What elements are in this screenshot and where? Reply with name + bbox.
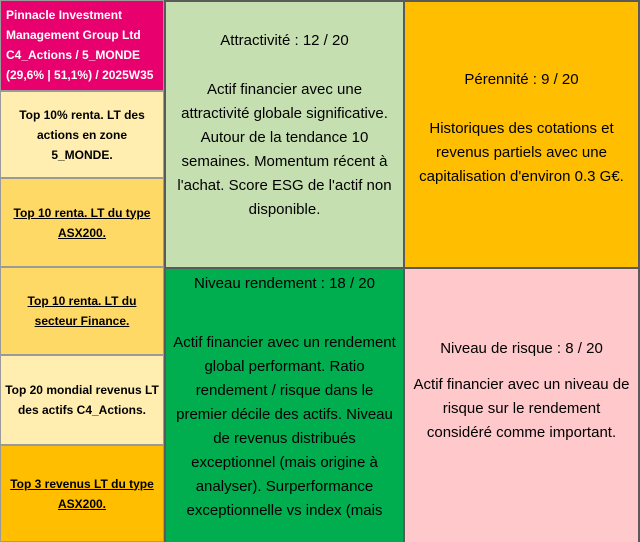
left-item-top3-revenus — [0, 445, 164, 542]
left-item-top20-revenus — [0, 355, 164, 445]
asset-header — [0, 0, 164, 91]
rendement-title: Niveau rendement : 18 / 20 — [194, 275, 375, 292]
risque-description: Actif financier avec un niveau de risque sur le rendement considéré comme important. — [413, 376, 630, 441]
perennite-panel — [403, 0, 640, 267]
risque-panel — [403, 267, 640, 542]
left-item-top10-type — [0, 178, 164, 267]
rendement-description: Actif financier avec un rendement global performant. Ratio rendement / risque dans le premier décile des actifs. Niveau de revenus distribués exceptionnel (mais origine à analyser). Surperformance exceptionnelle vs index (mais — [173, 334, 396, 519]
left-item-label: Top 10% renta. LT des actions en zone 5_MONDE. — [19, 107, 145, 162]
left-item-label: Top 20 mondial revenus LT des actifs C4_Actions. — [5, 383, 159, 417]
header-company-line1: Pinnacle Investment — [6, 8, 123, 22]
attractivite-title: Attractivité : 12 / 20 — [220, 32, 349, 49]
risque-title: Niveau de risque : 8 / 20 — [440, 340, 603, 357]
perennite-description: Historiques des cotations et revenus partiels avec une capitalisation d'environ 0.3 G€. — [419, 120, 624, 185]
left-item-label: Top 3 revenus LT du type ASX200. — [10, 476, 154, 511]
left-item-top10-sector — [0, 267, 164, 355]
header-category: C4_Actions / 5_MONDE — [6, 48, 141, 62]
attractivite-description: Actif financier avec une attractivité globale significative. Autour de la tendance 10 semaines. Momentum récent à l'achat. Score ESG de l'actif non disponible. — [177, 81, 392, 218]
perennite-title: Pérennité : 9 / 20 — [464, 71, 579, 88]
left-item-label: Top 10 renta. LT du secteur Finance. — [27, 294, 137, 328]
attractivite-panel — [164, 0, 403, 267]
rendement-panel — [164, 267, 403, 542]
left-item-label: Top 10 renta. LT du type ASX200. — [13, 205, 151, 240]
header-company-line2: Management Group Ltd — [6, 28, 141, 42]
header-stats: (29,6% | 51,1%) / 2025W35 — [6, 68, 154, 82]
left-item-top10pct-zone — [0, 91, 164, 178]
